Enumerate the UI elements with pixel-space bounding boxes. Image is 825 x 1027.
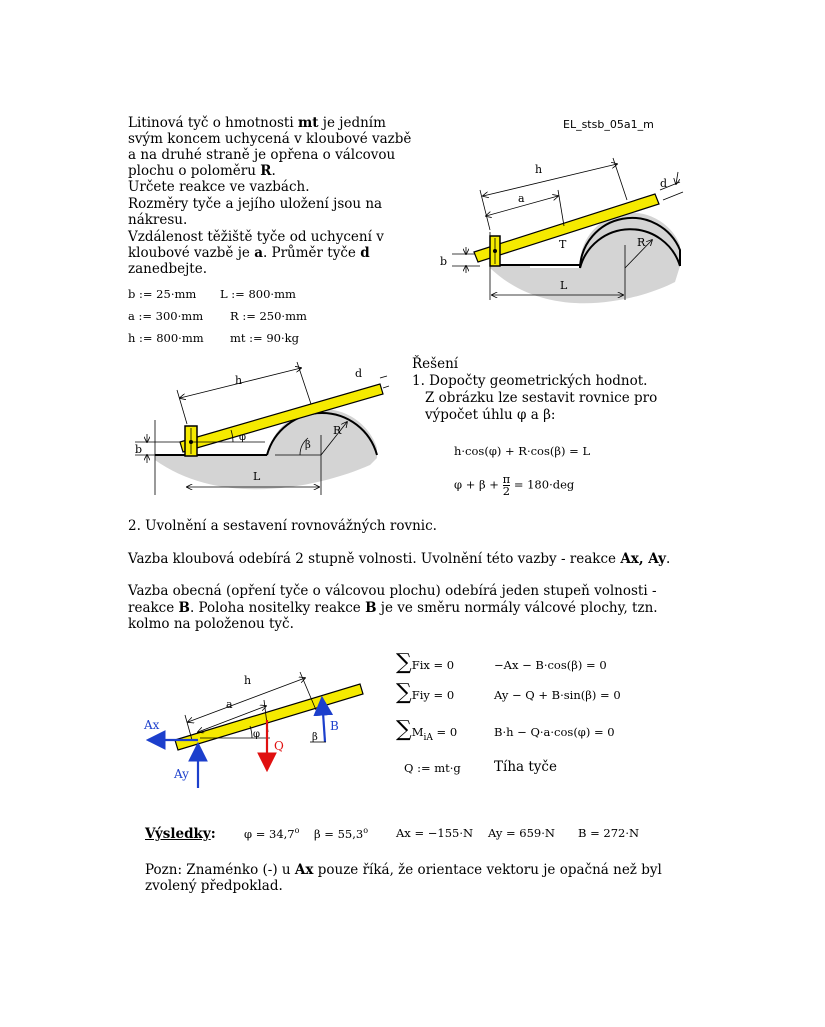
label-b-1: b [440,255,448,268]
label-phi-1: φ [239,432,247,443]
q-description: Tíha tyče [494,759,557,775]
figure-geometry [125,360,390,505]
problem-line-4: plochu o poloměru R. [128,163,276,179]
equation-moment: B·h − Q·a·cos(φ) = 0 [494,725,615,739]
paragraph-hinge: Vazba kloubová odebírá 2 stupně volnosti. Uvolnění této vazby - reakce Ax, Ay. [128,551,671,567]
label-L-1: L [560,279,568,292]
solution-heading: Řešení [412,356,459,372]
figure-assembly-dimensions [430,150,700,305]
label-T: T [559,238,567,251]
note-line-2: zvolený předpoklad. [145,878,283,894]
label-a-1: a [518,192,525,205]
label-phi-2: φ [253,729,261,740]
q-definition: Q := mt·g [404,761,461,775]
param-b: b := 25·mm [128,287,197,301]
result-beta: $\beta = 55,3^o$ [314,826,369,841]
sum-fix: ∑Fix = 0 [396,650,455,675]
label-B: B [330,719,339,733]
problem-line-5: Určete reakce ve vazbách. [128,179,310,195]
result-b: B = 272·N [578,826,640,840]
equation-geometry-2: φ + β + $\frac{\pi}{2}$ = 180·deg [454,472,575,498]
label-Ax: Ax [144,718,160,732]
solution-step-1-a: Z obrázku lze sestavit rovnice pro [425,390,658,406]
param-h: h := 800·mm [128,331,204,345]
param-R: R := 250·mm [230,309,307,323]
document-id: EL_stsb_05a1_m [563,118,654,131]
paragraph-contact-3: kolmo na položenou tyč. [128,616,294,632]
param-L: L := 800·mm [220,287,296,301]
problem-line-6: Rozměry tyče a jejího uložení jsou na [128,196,383,212]
label-Q: Q [274,739,284,753]
result-ax: Ax = −155·N [396,826,474,840]
label-L-2: L [253,470,261,483]
paragraph-contact-1: Vazba obecná (opření tyče o válcovou plochu) odebírá jeden stupeň volnosti - [128,583,657,599]
problem-line-3: a na druhé straně je opřena o válcovou [128,147,396,163]
label-Ay: Ay [174,767,189,781]
label-R-1: R [637,236,646,249]
problem-line-9: kloubové vazbě je a. Průměr tyče d [128,245,370,261]
figure-free-body [140,660,375,790]
equation-geometry-1: h·cos(φ) + R·cos(β) = L [454,444,591,458]
label-d-2: d [355,367,363,380]
sum-mia: $\sum M_{iA} = 0$ [396,717,458,744]
label-b-2: b [135,443,143,456]
param-mt: mt := 90·kg [230,331,299,345]
label-h-2: h [235,374,243,387]
result-phi: $\varphi = 34,7^o$ [244,826,300,841]
results-label: Výsledky: [145,826,216,842]
label-d-1: d [660,177,668,190]
problem-line-8: Vzdálenost těžiště tyče od uchycení v [128,229,384,245]
problem-line-7: nákresu. [128,212,188,228]
solution-step-1-b: výpočet úhlu φ a β: [425,407,556,423]
label-h-1: h [535,163,543,176]
equation-y: Ay − Q + B·sin(β) = 0 [494,688,621,702]
equation-x: −Ax − B·cos(β) = 0 [494,658,607,672]
note-line-1: Pozn: Znaménko (-) u Ax pouze říká, že orientace vektoru je opačná než byl [145,862,662,878]
label-R-2: R [333,424,342,437]
problem-line-10: zanedbejte. [128,261,208,277]
label-a-3: a [226,698,233,711]
label-beta-1: β [305,440,311,451]
step-2-heading: 2. Uvolnění a sestavení rovnovážných rovnic. [128,518,437,534]
problem-line-2: svým koncem uchycená v kloubové vazbě [128,131,412,147]
label-beta-2: β [312,732,318,743]
param-a: a := 300·mm [128,309,204,323]
solution-step-1: 1. Dopočty geometrických hodnot. [412,373,648,389]
sum-fiy: ∑Fiy = 0 [396,680,455,705]
result-ay: Ay = 659·N [488,826,555,840]
label-h-3: h [244,674,252,687]
problem-line-1: Litinová tyč o hmotnosti mt je jedním [128,115,386,131]
paragraph-contact-2: reakce B. Poloha nositelky reakce B je ve směru normály válcové plochy, tzn. [128,600,658,616]
